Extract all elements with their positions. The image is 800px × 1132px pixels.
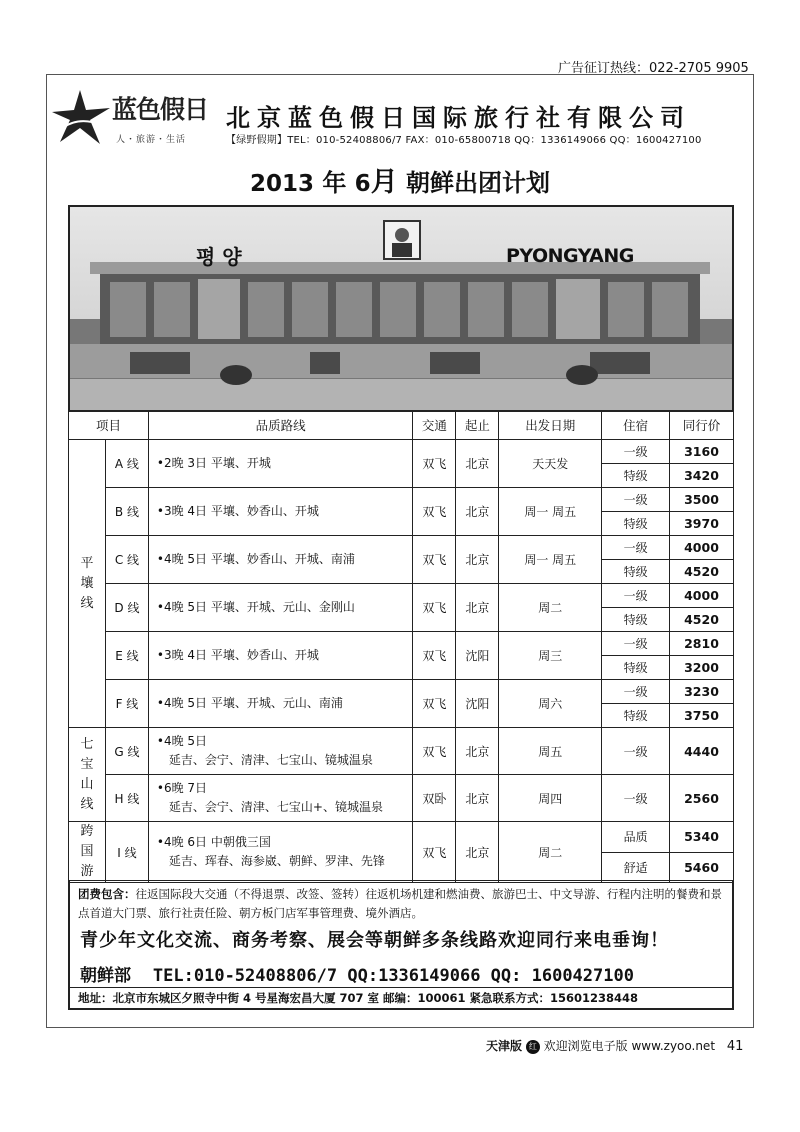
line-code: C 线 [105,536,148,584]
transport: 双飞 [413,632,456,680]
sign-latin: PYONGYANG [506,245,634,267]
grade: 一级 [602,536,670,560]
depart-city: 北京 [456,584,499,632]
price: 4520 [670,608,734,632]
table-row [69,775,734,822]
website-text: 欢迎浏览电子版 www.zyoo.net [543,1039,716,1053]
slogan: 青少年文化交流、商务考察、展会等朝鲜多条线路欢迎同行来电垂询！ [80,930,669,951]
price: 5460 [670,852,734,883]
grade: 舒适 [602,852,670,883]
grade: 特级 [602,464,670,488]
title-text: 朝鲜出团计划 [406,169,551,197]
title-month-unit: 月 [370,167,398,198]
page-title [0,160,800,199]
line-code: E 线 [105,632,148,680]
route: •2晚 3日 平壤、开城 [148,440,413,488]
table-header-row [69,411,734,440]
transport: 双卧 [413,775,456,822]
transport: 双飞 [413,584,456,632]
ad-hotline: 广告征订热线：022-2705 9905 [558,61,749,76]
grade: 特级 [602,656,670,680]
depart-date: 周四 [499,775,602,822]
route: •4晚 6日 中朝俄三国 延吉、珲春、海参崴、朝鲜、罗津、先锋 [148,822,413,883]
dept-phone-qq: TEL:010-52408806/7 QQ:1336149066 QQ: 1600427100 [152,966,634,986]
header-item: 项目 [69,411,149,440]
transport: 双飞 [413,728,456,775]
depart-date: 周一 周五 [499,536,602,584]
company-name: 北京蓝色假日国际旅行社有限公司 [226,104,691,132]
grade: 品质 [602,822,670,853]
depart-city: 北京 [456,728,499,775]
header-lodging: 住宿 [602,411,670,440]
depart-city: 沈阳 [456,632,499,680]
grade: 特级 [602,560,670,584]
price: 3160 [670,440,734,464]
price: 2810 [670,632,734,656]
transport: 双飞 [413,822,456,883]
line-code: F 线 [105,680,148,728]
route: •4晚 5日 平壤、开城、元山、南浦 [148,680,413,728]
price: 3500 [670,488,734,512]
table-row [69,440,734,464]
depart-city: 北京 [456,440,499,488]
table-row [69,632,734,656]
depart-date: 周五 [499,728,602,775]
price: 4000 [670,584,734,608]
route: •4晚 5日 平壤、开城、元山、金刚山 [148,584,413,632]
header-price: 同行价 [670,411,734,440]
depart-date: 周二 [499,822,602,883]
line-code: A 线 [105,440,148,488]
line-code: G 线 [105,728,148,775]
table-row [69,584,734,608]
sign-korean: 평 양 [196,245,242,269]
transport: 双飞 [413,488,456,536]
route: •4晚 5日 平壤、妙香山、开城、南浦 [148,536,413,584]
table-row [69,488,734,512]
route: •4晚 5日 延吉、会宁、清津、七宝山、镜城温泉 [148,728,413,775]
line-code: H 线 [105,775,148,822]
group-chilbosan: 七宝山线 [69,728,106,822]
fee-includes [78,885,728,923]
depart-date: 天天发 [499,440,602,488]
department-contact [80,961,634,986]
page-number: 41 [726,1039,744,1054]
transport: 双飞 [413,536,456,584]
route: •3晚 4日 平壤、妙香山、开城 [148,632,413,680]
price: 3230 [670,680,734,704]
company-contacts: 【绿野假期】TEL：010-52408806/7 FAX：010-65800718 QQ：1336149066 QQ：1600427100 [226,135,702,146]
grade: 特级 [602,512,670,536]
grade: 一级 [602,632,670,656]
header-city: 起止 [456,411,499,440]
grade: 特级 [602,608,670,632]
page-footer [486,1037,756,1054]
price: 4520 [670,560,734,584]
depart-date: 周六 [499,680,602,728]
price: 5340 [670,822,734,853]
table-row [69,822,734,853]
header-route: 品质路线 [148,411,413,440]
price: 4000 [670,536,734,560]
title-year-unit: 年 [322,169,347,197]
title-month: 6 [354,171,371,197]
table-row [69,536,734,560]
table-row [69,728,734,775]
itinerary-table [68,410,734,883]
depart-city: 沈阳 [456,680,499,728]
company-logo [52,88,222,146]
info-box [68,880,734,1010]
dept-label: 朝鲜部 [80,966,131,986]
edition: 天津版 [486,1039,523,1053]
badge-icon: 红 [526,1040,540,1054]
logo-text: 蓝色假日 [112,95,209,124]
title-year: 2013 [249,171,314,197]
price: 3750 [670,704,734,728]
header-date: 出发日期 [499,411,602,440]
address-line: 地址：北京市东城区夕照寺中街 4 号星海宏昌大厦 707 室 邮编：100061 紧急联系方式：15601238448 [70,987,732,1008]
route: •3晚 4日 平壤、妙香山、开城 [148,488,413,536]
price: 4440 [670,728,734,775]
line-code: I 线 [105,822,148,883]
depart-city: 北京 [456,822,499,883]
header-transport: 交通 [413,411,456,440]
depart-city: 北京 [456,488,499,536]
airport-building-image [70,207,732,410]
table-row [69,680,734,704]
transport: 双飞 [413,440,456,488]
price: 3970 [670,512,734,536]
grade: 一级 [602,775,670,822]
route: •6晚 7日 延吉、会宁、清津、七宝山+、镜城温泉 [148,775,413,822]
depart-city: 北京 [456,775,499,822]
grade: 特级 [602,704,670,728]
depart-date: 周二 [499,584,602,632]
fee-label: 团费包含： [78,887,136,901]
fee-text: 往返国际段大交通（不得退票、改签、签转）往返机场机建和燃油费、旅游巴士、中文导游、行程内注明的餐费和景点首道大门票、旅行社责任险、朝方板门店军事管理费、境外酒店。 [78,887,722,920]
transport: 双飞 [413,680,456,728]
grade: 一级 [602,488,670,512]
airport-photo [68,205,734,412]
depart-date: 周三 [499,632,602,680]
grade: 一级 [602,680,670,704]
line-code: B 线 [105,488,148,536]
logo-subtitle: 人・旅游・生活 [116,135,187,145]
grade: 一级 [602,728,670,775]
group-cross-border: 跨国游 [69,822,106,883]
depart-date: 周一 周五 [499,488,602,536]
grade: 一级 [602,584,670,608]
line-code: D 线 [105,584,148,632]
price: 3420 [670,464,734,488]
price: 3200 [670,656,734,680]
depart-city: 北京 [456,536,499,584]
star-logo-icon [52,88,114,146]
group-pyongyang: 平壤线 [69,440,106,728]
price: 2560 [670,775,734,822]
grade: 一级 [602,440,670,464]
